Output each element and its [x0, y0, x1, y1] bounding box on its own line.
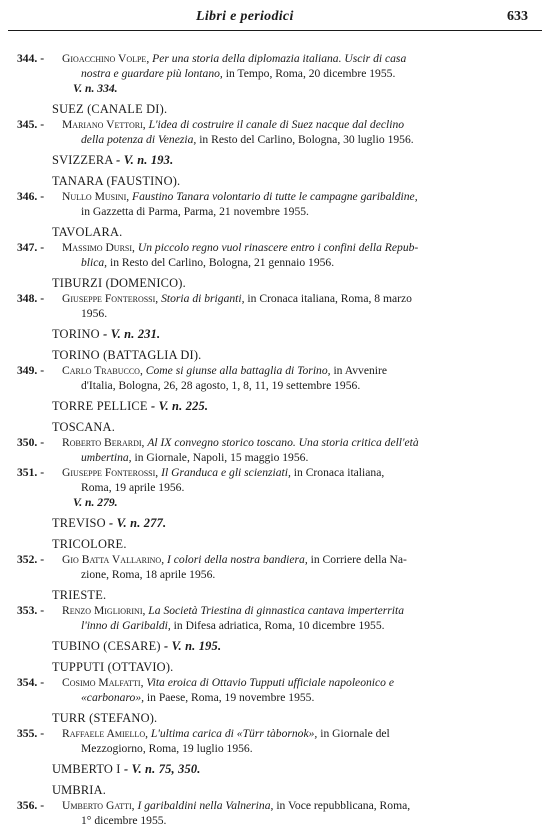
entry-number: 344. -: [17, 52, 45, 65]
subject-heading: TRIESTE.: [52, 588, 107, 602]
bibliography-entry-347: [0, 240, 550, 270]
subject-heading: UMBRIA.: [52, 783, 107, 797]
bibliography-entry-354: [0, 675, 550, 705]
bibliography-list: [0, 51, 550, 828]
subject-heading: [0, 639, 550, 654]
subject-heading: SUEZ (CANALE DI).: [52, 102, 168, 116]
subject-heading: TIBURZI (DOMENICO).: [52, 276, 186, 290]
entry-number: 354. -: [17, 676, 45, 689]
header-rule: [8, 30, 542, 31]
entry-cross-reference: V. n. 279.: [73, 496, 118, 509]
heading-cross-reference: - V. n. 193.: [116, 153, 174, 167]
entry-author: Nullo Musini,: [62, 190, 130, 203]
entry-source: in Tempo, Roma, 20 dicembre 1955.: [225, 67, 396, 80]
entry-source: in Difesa adriatica, Roma, 10 dicembre 1955.: [173, 619, 385, 632]
entry-author: Gio Batta Vallarino,: [62, 553, 165, 566]
entry-title: Per una storia della diplomazia italiana. Uscir di casa: [152, 52, 407, 65]
entry-source: in Cronaca italiana, Roma, 8 marzo: [247, 292, 412, 305]
heading-label: TORINO: [52, 327, 100, 341]
subject-heading: [0, 516, 550, 531]
entry-author: Cosimo Malfatti,: [62, 676, 144, 689]
entry-title-cont: blica,: [81, 256, 108, 269]
page-number: 633: [507, 9, 528, 24]
bibliography-entry-344: [0, 51, 550, 96]
heading-label: TORRE PELLICE: [52, 399, 148, 413]
entry-title: Al IX convegno storico toscano. Una storia critica dell'età: [147, 436, 419, 449]
bibliography-entry-348: [0, 291, 550, 321]
subject-heading: TAVOLARA.: [52, 225, 123, 239]
subject-heading: TRICOLORE.: [52, 537, 127, 551]
entry-number: 349. -: [17, 364, 45, 377]
heading-label: TREVISO: [52, 516, 106, 530]
entry-number: 352. -: [17, 553, 45, 566]
bibliography-entry-350: [0, 435, 550, 465]
entry-source-cont: Mezzogiorno, Roma, 19 luglio 1956.: [81, 742, 253, 755]
entry-number: 347. -: [17, 241, 45, 254]
subject-heading: TURR (STEFANO).: [52, 711, 158, 725]
heading-label: UMBERTO I: [52, 762, 121, 776]
bibliography-entry-355: [0, 726, 550, 756]
subject-heading: [0, 762, 550, 777]
entry-number: 351. -: [17, 466, 45, 479]
entry-title: Faustino Tanara volontario di tutte le campagne garibaldine,: [132, 190, 418, 203]
entry-title: La Società Triestina di ginnastica cantava imperterrita: [148, 604, 404, 617]
entry-author: Massimo Dursi,: [62, 241, 135, 254]
subject-heading: TANARA (FAUSTINO).: [52, 174, 181, 188]
entry-author: Umberto Gatti,: [62, 799, 135, 812]
bibliography-entry-346: [0, 189, 550, 219]
entry-author: Raffaele Amiello,: [62, 727, 148, 740]
entry-title: Vita eroica di Ottavio Tupputi ufficiale napoleonico e: [146, 676, 394, 689]
entry-author: Giuseppe Fonterossi,: [62, 466, 159, 479]
subject-heading: [0, 327, 550, 342]
heading-label: SVIZZERA: [52, 153, 113, 167]
entry-title: L'ultima carica di «Türr tàbornok»,: [150, 727, 318, 740]
entry-number: 355. -: [17, 727, 45, 740]
heading-cross-reference: - V. n. 75, 350.: [123, 762, 201, 776]
entry-number: 345. -: [17, 118, 45, 131]
entry-title-cont: umbertina,: [81, 451, 132, 464]
bibliography-entry-349: [0, 363, 550, 393]
subject-heading: [0, 153, 550, 168]
heading-label: TUBINO (CESARE): [52, 639, 161, 653]
subject-heading: TUPPUTI (OTTAVIO).: [52, 660, 174, 674]
entry-source: in Paese, Roma, 19 novembre 1955.: [146, 691, 315, 704]
entry-source: in Giornale del: [320, 727, 390, 740]
entry-number: 353. -: [17, 604, 45, 617]
entry-source-cont: d'Italia, Bologna, 26, 28 agosto, 1, 8, 11, 19 settembre 1956.: [81, 379, 361, 392]
entry-author: Roberto Berardi,: [62, 436, 145, 449]
entry-source: in Gazzetta di Parma, Parma, 21 novembre 1955.: [81, 205, 309, 218]
entry-number: 350. -: [17, 436, 45, 449]
entry-cross-reference: V. n. 334.: [73, 82, 118, 95]
entry-title-cont: «carbonaro»,: [81, 691, 145, 704]
entry-source-cont: 1956.: [81, 307, 108, 320]
entry-title: Come si giunse alla battaglia di Torino,: [145, 364, 331, 377]
entry-source: in Avvenire: [333, 364, 388, 377]
entry-source-cont: 1° dicembre 1955.: [81, 814, 167, 827]
entry-title: Un piccolo regno vuol rinascere entro i confini della Repub-: [137, 241, 419, 254]
entry-author: Mariano Vettori,: [62, 118, 146, 131]
subject-heading: TOSCANA.: [52, 420, 115, 434]
entry-number: 356. -: [17, 799, 45, 812]
entry-author: Giuseppe Fonterossi,: [62, 292, 159, 305]
heading-cross-reference: - V. n. 231.: [103, 327, 161, 341]
bibliography-entry-353: [0, 603, 550, 633]
entry-number: 348. -: [17, 292, 45, 305]
heading-cross-reference: - V. n. 277.: [109, 516, 167, 530]
entry-title-cont: l'inno di Garibaldi,: [81, 619, 171, 632]
entry-author: Gioacchino Volpe,: [62, 52, 150, 65]
bibliography-entry-356: [0, 798, 550, 828]
entry-author: Carlo Trabucco,: [62, 364, 143, 377]
subject-heading: [0, 399, 550, 414]
heading-cross-reference: - V. n. 225.: [150, 399, 209, 413]
running-header: [0, 0, 550, 28]
bibliography-entry-351: [0, 465, 550, 510]
bibliography-entry-345: [0, 117, 550, 147]
entry-title-cont: della potenza di Venezia,: [81, 133, 197, 146]
entry-source: in Resto del Carlino, Bologna, 21 gennaio 1956.: [110, 256, 335, 269]
entry-source: in Corriere della Na-: [310, 553, 407, 566]
entry-title: L'idea di costruire il canale di Suez nacque dal declino: [148, 118, 405, 131]
subject-heading: TORINO (BATTAGLIA DI).: [52, 348, 202, 362]
entry-source-cont: Roma, 19 aprile 1956.: [81, 481, 185, 494]
entry-source: in Giornale, Napoli, 15 maggio 1956.: [134, 451, 309, 464]
entry-number: 346. -: [17, 190, 45, 203]
entry-title: Il Granduca e gli scienziati,: [161, 466, 291, 479]
entry-source: in Voce repubblicana, Roma,: [276, 799, 411, 812]
running-title: Libri e periodici: [196, 9, 294, 24]
entry-source-cont: zione, Roma, 18 aprile 1956.: [81, 568, 216, 581]
entry-title: I colori della nostra bandiera,: [167, 553, 308, 566]
entry-author: Renzo Migliorini,: [62, 604, 146, 617]
entry-title-cont: nostra e guardare più lontano,: [81, 67, 223, 80]
entry-title: I garibaldini nella Valnerina,: [137, 799, 274, 812]
entry-source: in Cronaca italiana,: [293, 466, 385, 479]
entry-title: Storia di briganti,: [161, 292, 245, 305]
bibliography-entry-352: [0, 552, 550, 582]
entry-source: in Resto del Carlino, Bologna, 30 luglio 1956.: [199, 133, 414, 146]
heading-cross-reference: - V. n. 195.: [163, 639, 222, 653]
